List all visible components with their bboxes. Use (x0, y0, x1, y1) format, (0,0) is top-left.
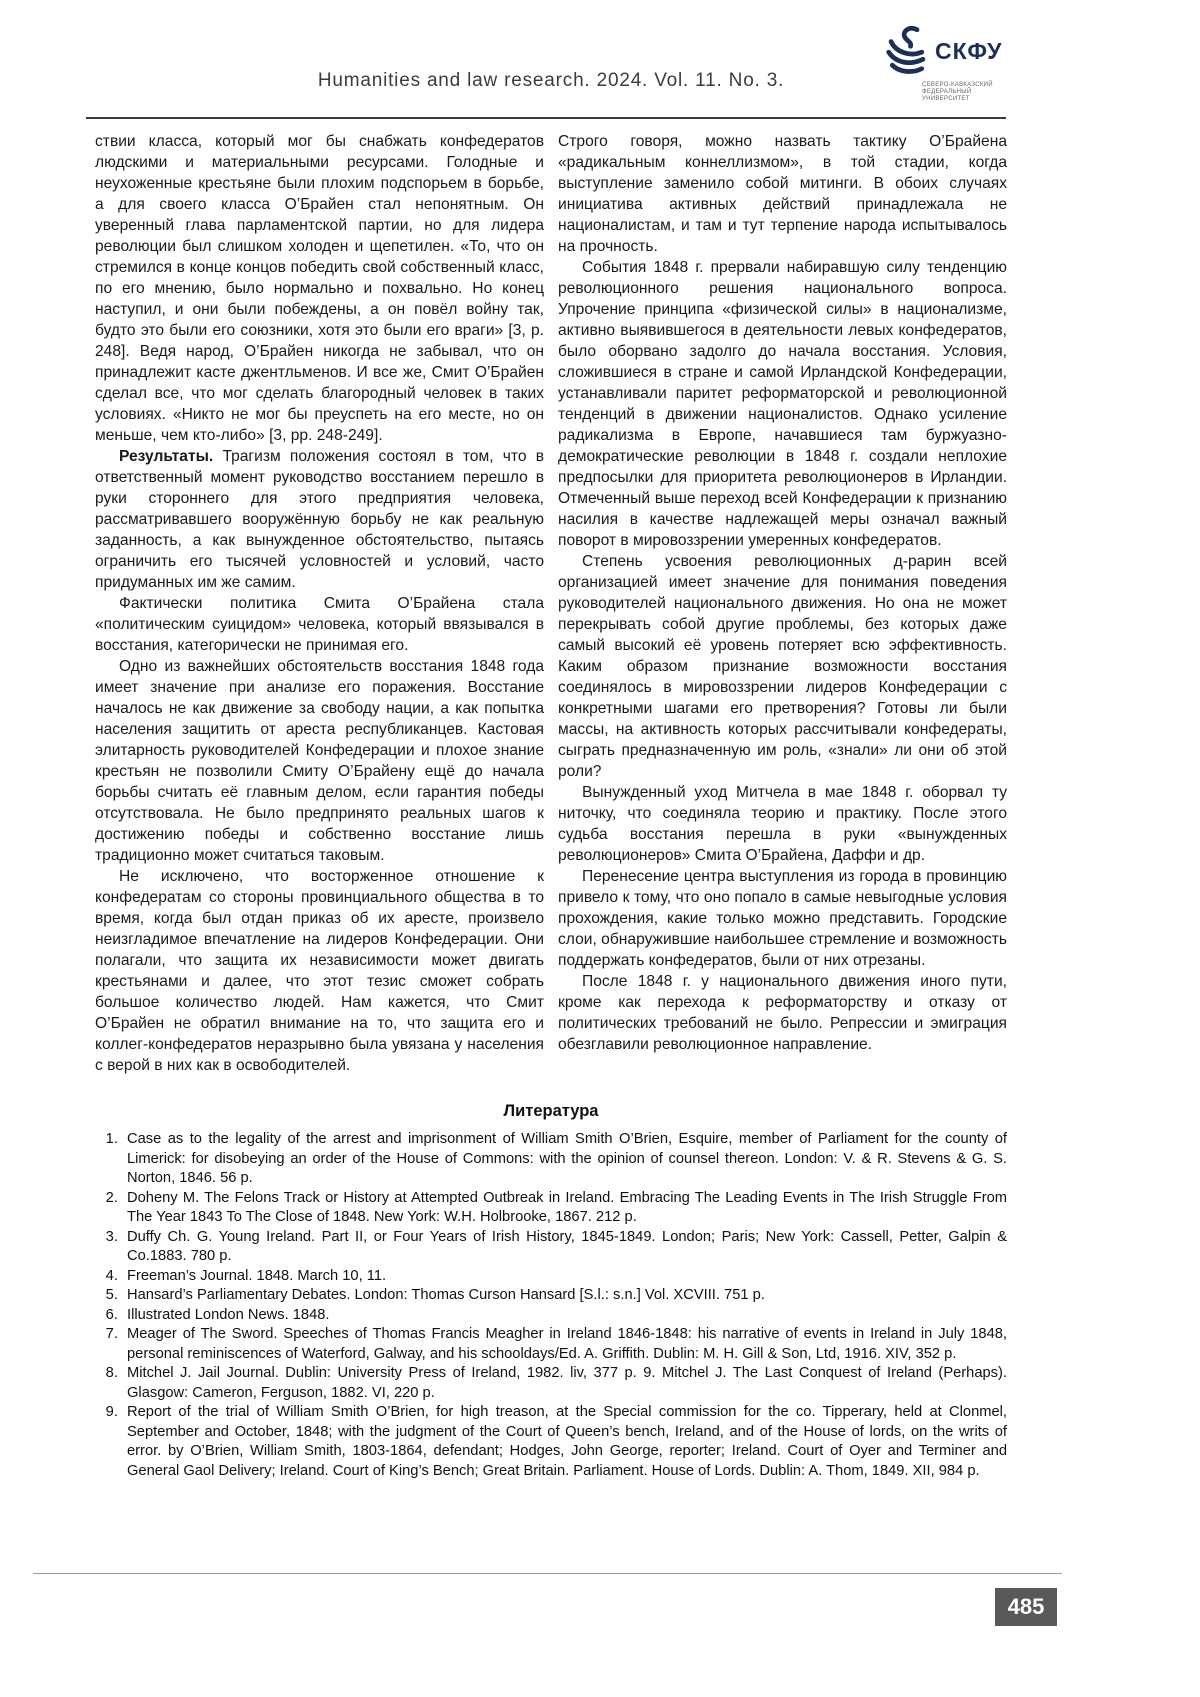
article-body (95, 131, 1007, 1076)
page-number: 485 (995, 1588, 1057, 1626)
logo-acronym: СКФУ (935, 37, 1003, 64)
references-list (95, 1130, 1007, 1481)
paragraph: ствии класса, который мог бы снабжать конфедератов людскими и материальными ресурсами. Голодные и неухоженные крестьяне были плохим подспорьем в борьбе, а для своего класса О’Брайен стал непонятным. Он уверенный глава парламентской партии, но для лидера революции был слишком холоден и щепетилен. «То, что он стремился в конце концов победить свой собственный класс, по его мнению, было нормально и похвально. Но конец наступил, и они были побеждены, а он повёл войну так, будто это были его союзники, хотя это были его враги» [3, p. 248]. Ведя народ, О’Брайен никогда не забывал, что он принадлежит касте джентльменов. И все же, Смит О’Брайен сделал все, что мог сделать благородный человек в таких условиях. «Никто не мог бы преуспеть на его месте, но он меньше, чем кто-либо» [3, pp. 248-249]. (95, 133, 544, 444)
paragraph: Одно из важнейших обстоятельств восстания 1848 года имеет значение при анализе его поражения. Восстание началось не как движение за свободу нации, а как попытка населения защитить от ареста республиканцев. Кастовая элитарность руководителей Конфедерации и плохое знание крестьян не позволили Смиту О’Брайену ещё до начала борьбы считать её главным делом, если гарантия победы отсутствовала. Не было предпринято реальных шагов к достижению победы и собственно восстание лишь традиционно может считаться таковым. (95, 658, 544, 864)
journal-title: Humanities and law research. 2024. Vol. 11. No. 3. (317, 70, 785, 91)
reference-item: 5. Hansard’s Parliamentary Debates. London: Thomas Curson Hansard [S.l.: s.n.] Vol. XCVIII. 751 p. (122, 1286, 1007, 1306)
references-section (95, 1102, 1007, 1481)
paragraph: Результаты. Трагизм положения состоял в том, что в ответственный момент руководство восстанием перешло в руки стороннего для этого предприятия человека, рассматривавшего вооружённую борьбу не как реальную заданность, а как вынужденное обстоятельство, пытаясь ограничить его тысячей условностей и условий, часто придуманных им же самим. (95, 448, 544, 591)
reference-item: 8. Mitchel J. Jail Journal. Dublin: University Press of Ireland, 1982. liv, 377 p. 9. Mitchel J. The Last Conquest of Ireland (Perhaps). Glasgow: Cameron, Ferguson, 1882. VI, 220 p. (122, 1364, 1007, 1403)
paragraph: Степень усвоения революционных д-рарин всей организацией имеет значение для понимания поведения руководителей национального движения. Но она не может перекрывать собой другие проблемы, без которых даже самый высокий её уровень потеряет всю эффективность. Каким образом признание возможности восстания соединялось в мировоззрении лидеров Конфедерации с конкретными шагами его претворения? Готовы ли были массы, на активность которых рассчитывали конфедераты, сыграть предназначенную им роль, «знали» ли они об этой роли? (558, 553, 1007, 780)
reference-item: 1. Case as to the legality of the arrest and imprisonment of William Smith O’Brien, Esquire, member of Parliament for the county of Limerick: for disobeying an order of the House of Commons: with the opinion of counsel thereon. London: V. & R. Stevens & G. S. Norton, 1846. 56 p. (122, 1130, 1007, 1189)
footer-divider (33, 1573, 1062, 1574)
section-label: Результаты. (119, 448, 223, 465)
reference-item: 3. Duffy Ch. G. Young Ireland. Part II, or Four Years of Irish History, 1845-1849. London; Paris; New York: Cassell, Petter, Galpin & Co.1883. 780 p. (122, 1228, 1007, 1267)
header-divider (86, 117, 1006, 119)
swan-logo-icon (884, 22, 930, 80)
paragraph: Перенесение центра выступления из города в провинцию привело к тому, что оно попало в самые невыгодные условия прохождения, какие только можно представить. Городские слои, обнаружившие наибольшее стремление и возможность поддержать конфедератов, были от них отрезаны. (558, 868, 1007, 969)
left-column (95, 131, 544, 1076)
paragraph: События 1848 г. прервали набиравшую силу тенденцию революционного решения национального вопроса. Упрочение принципа «физической силы» в национализме, активно выявившегося в деятельности левых конфедератов, было оборвано задолго до начала восстания. Условия, сложившиеся в стране и самой Ирландской Конфедерации, устанавливали паритет реформаторской и революционной тенденций в движении националистов. Однако усиление радикализма в Европе, начавшиеся там буржуазно-демократические революции в 1848 г. создали неплохие предпосылки для приоритета революционеров в Ирландии. Отмеченный выше переход всей Конфедерации к признанию насилия в качестве надлежащей меры означал важный поворот в мировоззрении умеренных конфедератов. (558, 259, 1007, 549)
paragraph: Вынужденный уход Митчела в мае 1848 г. оборвал ту ниточку, что соединяла теорию и практику. После этого судьба восстания перешла в руки «вынужденных революционеров» Смита О’Брайена, Даффи и др. (558, 784, 1007, 864)
reference-item: 2. Doheny M. The Felons Track or History at Attempted Outbreak in Ireland. Embracing The Leading Events in The Irish Struggle From The Year 1843 To The Close of 1848. New York: W.H. Holbrooke, 1867. 212 p. (122, 1189, 1007, 1228)
reference-item: 6. Illustrated London News. 1848. (122, 1306, 1007, 1326)
reference-item: 7. Meager of The Sword. Speeches of Thomas Francis Meagher in Ireland 1846-1848: his narrative of events in Ireland in July 1848, personal reminiscences of Waterford, Galway, and his schooldays/Ed. A. Griffith. Dublin: M. H. Gill & Son, Ltd, 1916. XIV, 352 p. (122, 1325, 1007, 1364)
reference-item: 9. Report of the trial of William Smith O’Brien, for high treason, at the Special commission for the co. Tipperary, held at Clonmel, September and October, 1848; with the judgment of the Court of Queen’s bench, Ireland, and of the House of lords, on the writs of error. by O’Brien, William Smith, 1803-1864, defendant; Hodges, John George, reporter; Ireland. Court of Oyer and Terminer and General Gaol Delivery; Ireland. Court of King’s Bench; Great Britain. Parliament. House of Lords. Dublin: A. Thom, 1849. XII, 984 p. (122, 1403, 1007, 1481)
right-column (558, 131, 1007, 1076)
logo-subtext: СЕВЕРО-КАВКАЗСКИЙ ФЕДЕРАЛЬНЫЙ УНИВЕРСИТЕТ (922, 82, 993, 102)
references-heading: Литература (503, 1102, 599, 1120)
reference-item: 4. Freeman’s Journal. 1848. March 10, 11. (122, 1267, 1007, 1287)
paragraph: Фактически политика Смита О’Брайена стала «политическим суицидом» человека, который ввязывался в восстания, категорически не принимая его. (95, 595, 544, 654)
paragraph: Строго говоря, можно назвать тактику О’Брайена «радикальным коннеллизмом», в той стадии, когда выступление заменило собой митинги. В обоих случаях инициатива активных действий принадлежала не националистам, и там и тут терпение народа испытывалось на прочность. (558, 133, 1007, 255)
paragraph: Не исключено, что восторженное отношение к конфедератам со стороны провинциального общества в то время, когда был отдан приказ об их аресте, произвело неизгладимое впечатление на лидеров Конфедерации. Они полагали, что защита их независимости может двигать крестьянами и далее, что этот тезис сможет собрать большое количество людей. Нам кажется, что Смит О’Брайен не обратил внимание на то, что защита его и коллег-конфедератов неразрывно была увязана у населения с верой в них как в освободителей. (95, 868, 544, 1074)
paragraph: После 1848 г. у национального движения иного пути, кроме как перехода к реформаторству и отказу от политических требований не было. Репрессии и эмиграция обезглавили революционное направление. (558, 973, 1007, 1053)
university-logo (884, 22, 1014, 103)
